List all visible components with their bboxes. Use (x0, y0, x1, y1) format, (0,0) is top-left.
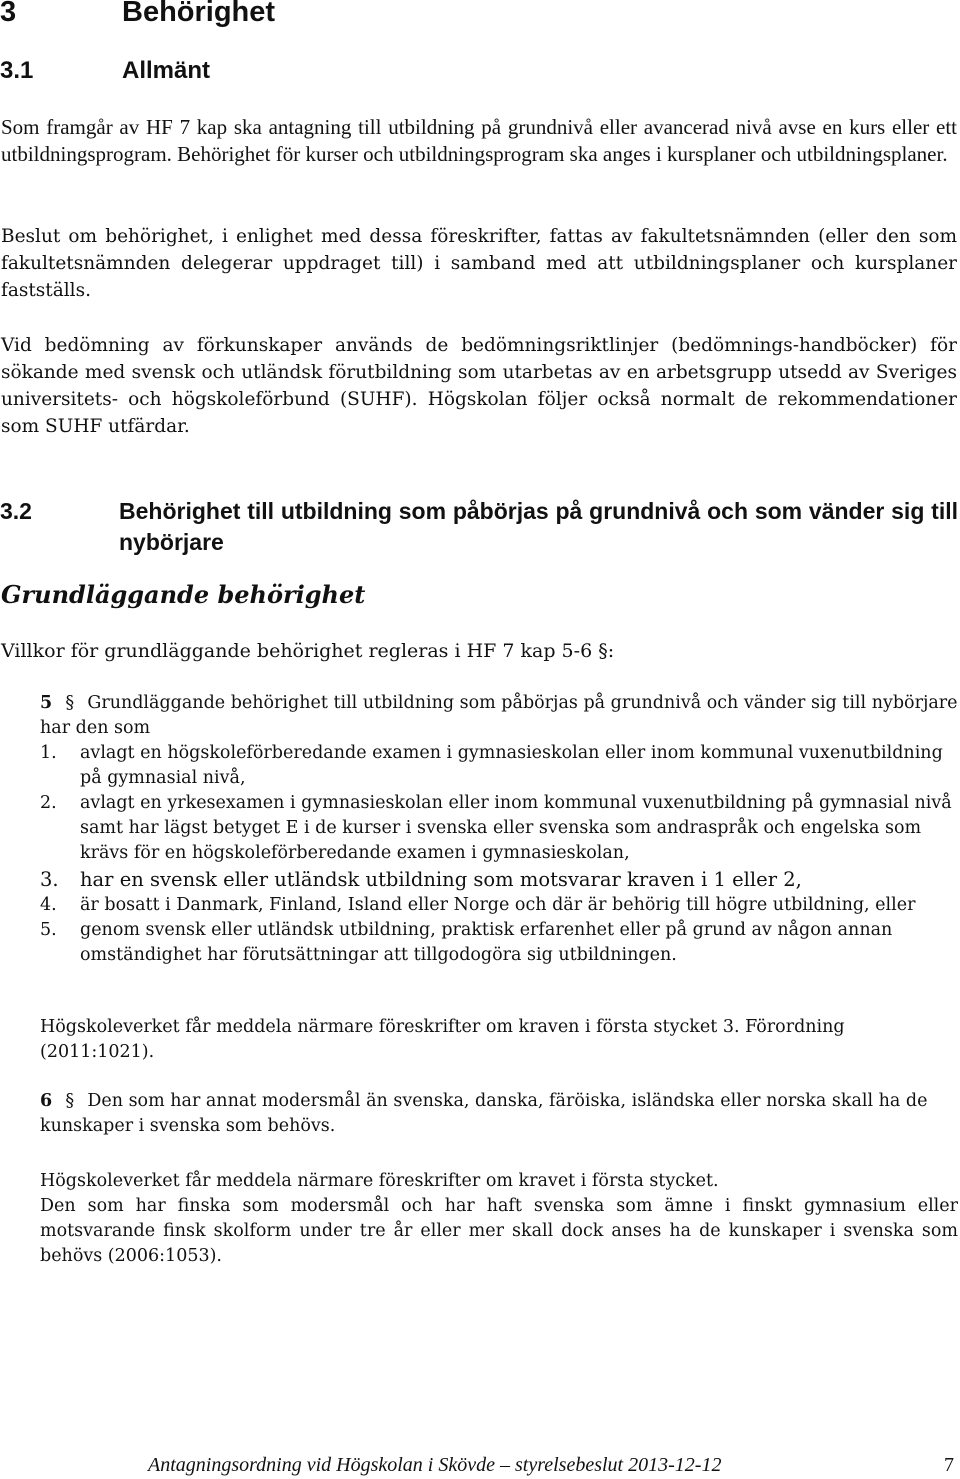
list-item (40, 791, 958, 866)
paragraph-symbol: § (65, 693, 75, 713)
paragraph-2: Beslut om behörighet, i enlighet med dessa föreskrifter, fattas av fakultetsnämnden (eller den som fakultetsnämnden delegerar uppdraget till) i samband med att utbildningsplaner och kursplaner fastställs. (1, 226, 957, 301)
list-item (40, 741, 958, 791)
section-number: 3.2 (0, 498, 32, 524)
list-item-number: 3. (40, 868, 59, 891)
paragraph-symbol: § (65, 1091, 75, 1111)
note-forordning: Högskoleverket får meddela närmare föreskrifter om kraven i första stycket 3. Förordning (2011:1021). (40, 1017, 845, 1062)
note-finska: Den som har finska som modersmål och har haft svenska som ämne i finskt gymnasium eller motsvarande finsk skolform under tre år eller mer skall dock anses ha de kunskaper i svenska som behövs (2006:1053). (40, 1196, 958, 1266)
list-item-text: avlagt en yrkesexamen i gymnasieskolan eller inom kommunal vuxenutbildning på gymnasial nivå samt har lägst betyget E i de kurser i svenska eller svenska som andraspråk och engelska som krävs för en högskoleförberedande examen i gymnasieskolan, (80, 793, 952, 863)
section-title: Behörighet till utbildning som påbörjas på grundnivå och som vänder sig till nybörjare (119, 498, 958, 555)
subheading: Grundläggande behörighet (1, 580, 366, 609)
page-footer (148, 1454, 958, 1477)
section-heading-allmant (0, 57, 210, 85)
section-5-number: 5 (40, 693, 53, 713)
section-6-number: 6 (40, 1091, 53, 1111)
list-item-number: 4. (40, 895, 57, 915)
paragraph-1: Som framgår av HF 7 kap ska antagning till utbildning på grundnivå eller avancerad nivå avse en kurs eller ett utbildningsprogram. Behörighet för kurser och utbildningsprogram ska anges i kursplaner och utbildningsplaner. (1, 115, 957, 166)
list-item (40, 866, 958, 893)
page-number: 7 (944, 1454, 954, 1476)
footer-text: Antagningsordning vid Högskolan i Skövde – styrelsebeslut 2013-12-12 (148, 1454, 722, 1476)
section-number: 3.1 (0, 57, 34, 84)
chapter-number: 3 (0, 0, 17, 28)
section-6-text: Den som har annat modersmål än svenska, danska, färöiska, isländska eller norska skall ha de kunskaper i svenska som behövs. (40, 1091, 928, 1136)
section-heading-3-2 (0, 496, 958, 558)
list-item-text: avlagt en högskoleförberedande examen i gymnasieskolan eller inom kommunal vuxenutbildning på gymnasial nivå, (80, 743, 943, 788)
list-item-number: 5. (40, 920, 57, 940)
list-item-text: är bosatt i Danmark, Finland, Island eller Norge och där är behörig till högre utbildning, eller (80, 895, 916, 915)
list-item-number: 2. (40, 793, 57, 813)
chapter-heading (0, 0, 275, 29)
list-item-text: genom svensk eller utländsk utbildning, praktisk erfarenhet eller på grund av någon annan omständighet har förutsättningar att tillgodogöra sig utbildningen. (80, 920, 893, 965)
note-hogskoleverket: Högskoleverket får meddela närmare föreskrifter om kravet i första stycket. (40, 1171, 719, 1191)
chapter-title: Behörighet (122, 0, 276, 28)
intro-text: Villkor för grundläggande behörighet regleras i HF 7 kap 5-6 §: (1, 640, 615, 662)
section-title: Allmänt (122, 57, 211, 84)
section-6-paragraph (40, 1089, 958, 1139)
requirements-list (40, 741, 958, 968)
paragraph-3: Vid bedömning av förkunskaper används de bedömningsriktlinjer (bedömnings-handböcker) för sökande med svensk och utländsk förutbildning som utarbetas av en arbetsgrupp utsedd av Sveriges universitets- och högskoleförbund (SUHF). Högskolan följer också normalt de rekommendationer som SUHF utfärdar. (1, 335, 957, 437)
list-item-number: 1. (40, 743, 57, 763)
list-item-text: har en svensk eller utländsk utbildning som motsvarar kraven i 1 eller 2, (80, 868, 802, 891)
list-item (40, 893, 958, 918)
section-5-text: Grundläggande behörighet till utbildning som påbörjas på grundnivå och vänder sig till nybörjare har den som (40, 693, 958, 738)
list-item (40, 918, 958, 968)
section-5-paragraph (40, 691, 958, 741)
